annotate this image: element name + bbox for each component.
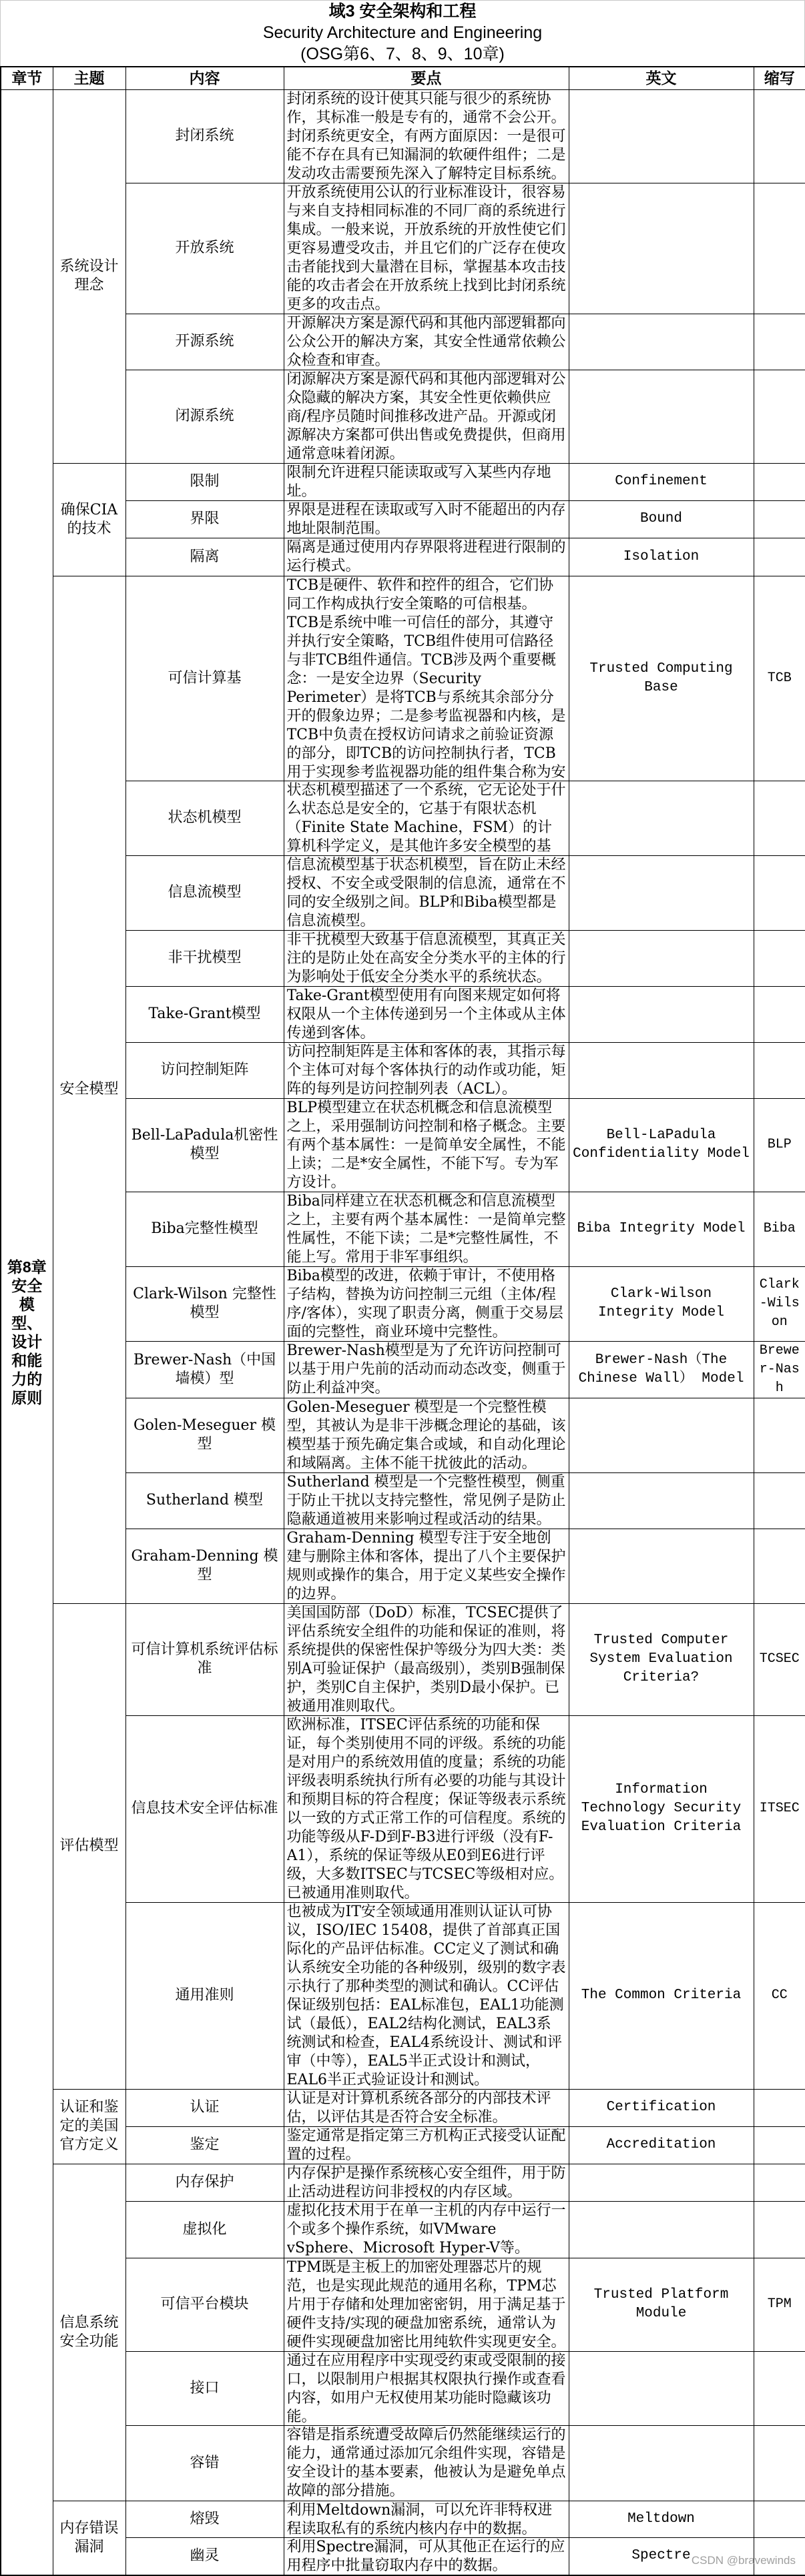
key-point-cell [284, 1472, 569, 1529]
key-point-cell [284, 2425, 569, 2501]
key-point-text: Golen-Meseguer 模型是一个完整性模型，其被认为是非干涉概念理论的基础，该模型基于预先确定集合或域，和自动化理论和域隔离。主体不能干扰彼此的活动。 [286, 1398, 566, 1472]
abbreviation-cell [754, 2089, 805, 2126]
english-cell [569, 1042, 754, 1098]
key-point-text: 限制允许进程只能读取或写入某些内存地址。 [286, 464, 551, 500]
key-point-cell [284, 2126, 569, 2164]
abbreviation-cell: Biba [754, 1192, 805, 1266]
content-cell: Bell-LaPadula机密性模型 [125, 1098, 284, 1192]
english-cell [569, 2201, 754, 2258]
title-chapters: (OSG第6、7、8、9、10章) [300, 45, 505, 63]
abbreviation-cell [754, 2501, 805, 2537]
english-cell [569, 2164, 754, 2201]
key-point-text: TPM既是主板上的加密处理器芯片的规范，也是实现此规范的通用名称，TPM芯片用于存储和处理加密密钥，用于满足基于硬件支持/实现的硬盘加密系统，通常认为硬件实现硬盘加密比用纯软件实现更安全。 [286, 2258, 566, 2350]
key-point-cell [284, 576, 569, 781]
header-english: 英文 [569, 67, 754, 89]
key-point-text: 认证是对计算机系统各部分的内部技术评估，以评估其是否符合安全标准。 [286, 2090, 551, 2126]
key-point-cell [284, 1042, 569, 1098]
abbreviation-cell: BLP [754, 1098, 805, 1192]
abbreviation-cell [754, 89, 805, 183]
table-row [1, 89, 805, 183]
key-point-cell [284, 2258, 569, 2351]
abbreviation-cell [754, 2351, 805, 2425]
key-point-cell [284, 500, 569, 538]
topic-cell: 内存错误漏洞 [53, 2501, 125, 2575]
abbreviation-cell: CC [754, 1902, 805, 2089]
abbreviation-cell: Clark-Wilson [754, 1266, 805, 1341]
key-point-text: 界限是进程在读取或写入时不能超出的内存地址限制范围。 [286, 501, 566, 537]
key-point-cell [284, 1398, 569, 1472]
key-point-cell [284, 1603, 569, 1715]
content-cell: 非干扰模型 [125, 930, 284, 986]
content-cell: 闭源系统 [125, 370, 284, 463]
table-row [1, 2089, 805, 2126]
watermark: CSDN @bravewinds [691, 2554, 796, 2567]
abbreviation-cell [754, 463, 805, 500]
key-point-text: 封闭系统的设计使其只能与很少的系统协作，其标准一般是专有的，通常不会公开。封闭系统更安全，有两方面原因：一是很可能不存在具有已知漏洞的软硬件组件；二是发动攻击需要预先深入了解特定目标系统。 [286, 90, 566, 182]
english-cell: Trusted Computing Base [569, 576, 754, 781]
topic-cell: 认证和鉴定的美国官方定义 [53, 2089, 125, 2164]
key-point-text: 非干扰模型大致基于信息流模型，其真正关注的是防止处在高安全分类水平的主体的行为影响处于低安全分类水平的系统状态。 [286, 931, 566, 985]
key-point-cell [284, 781, 569, 855]
english-cell [569, 1529, 754, 1603]
abbreviation-cell [754, 314, 805, 370]
header-content: 内容 [125, 67, 284, 89]
key-point-text: 利用Spectre漏洞，可从其他正在运行的应用程序中批量窃取内存中的数据。 [286, 2538, 565, 2574]
key-point-text: 也被成为IT安全领域通用准则认证认可协议，ISO/IEC 15408，提供了首部真正国际化的产品评估标准。CC定义了测试和确认系统安全功能的各种级别，级别的数字表示执行了那种类型的测试和确认。CC评估保证级别包括：EAL标准包，EAL1功能测试（最低），EAL2结构化测试，EAL3系统测试和检查，EAL4系统设计、测试和评审（中等），EAL5半正式设计和测试，EAL6半正式验证设计和测试。 [286, 1903, 566, 2088]
english-cell: Trusted Computer System Evaluation Criteria? [569, 1603, 754, 1715]
key-point-text: 鉴定通常是指定第三方机构正式接受认证配置的过程。 [286, 2127, 566, 2163]
english-cell [569, 2425, 754, 2501]
abbreviation-cell [754, 781, 805, 855]
content-cell: 限制 [125, 463, 284, 500]
title-en: Security Architecture and Engineering [262, 23, 543, 42]
english-cell [569, 1472, 754, 1529]
key-point-text: TCB是硬件、软件和控件的组合，它们协同工作构成执行安全策略的可信根基。TCB是系统中唯一可信任的部分，其遵守并执行安全策略，TCB组件使用可信路径与非TCB组件通信。TCB涉及两个重要概念：一是安全边界（Security Perimeter）是将TCB与系统其余部分分开的假象边界；二是参考监视器和内核，是TCB中负责在授权访问请求之前验证资源的部分，即TCB的访问控制执行者，TCB用于实现参考监视器功能的组件集合称为安 [286, 576, 566, 781]
abbreviation-cell [754, 538, 805, 576]
key-point-cell [284, 314, 569, 370]
english-cell: Biba Integrity Model [569, 1192, 754, 1266]
key-point-cell [284, 1341, 569, 1398]
content-cell: 幽灵 [125, 2537, 284, 2575]
key-point-text: 开放系统使用公认的行业标准设计，很容易与来自支持相同标准的不同厂商的系统进行集成。一般来说，开放系统的开放性使它们更容易遭受攻击，并且它们的广泛存在使攻击者能找到大量潜在目标，掌握基本攻击技能的攻击者会在开放系统上找到比封闭系统更多的攻击点。 [286, 183, 566, 313]
content-cell: 容错 [125, 2425, 284, 2501]
english-cell: Meltdown [569, 2501, 754, 2537]
content-cell: 信息流模型 [125, 855, 284, 930]
content-cell: 鉴定 [125, 2126, 284, 2164]
english-cell: Bound [569, 500, 754, 538]
abbreviation-cell: ITSEC [754, 1715, 805, 1902]
document-title [0, 0, 805, 67]
key-point-cell [284, 2351, 569, 2425]
abbreviation-cell: TCB [754, 576, 805, 781]
title-cn: 域3 安全架构和工程 [328, 2, 477, 21]
key-point-cell [284, 1266, 569, 1341]
chapter-cell: 第8章安全模型、设计和能力的原则 [1, 89, 53, 2575]
header-abbreviation: 缩写 [754, 67, 805, 89]
topic-cell: 信息系统安全功能 [53, 2164, 125, 2501]
key-point-cell [284, 855, 569, 930]
key-point-text: 开源解决方案是源代码和其他内部逻辑都向公众公开的解决方案，其安全性通常依赖公众检查和审查。 [286, 314, 566, 369]
content-cell: 内存保护 [125, 2164, 284, 2201]
table-row [1, 2164, 805, 2201]
topic-cell: 确保CIA的技术 [53, 463, 125, 576]
table-row [1, 576, 805, 781]
abbreviation-cell [754, 2425, 805, 2501]
abbreviation-cell [754, 2201, 805, 2258]
content-cell: Graham-Denning 模型 [125, 1529, 284, 1603]
key-point-text: Take-Grant模型使用有向图来规定如何将权限从一个主体传递到另一个主体或从主体传递到客体。 [286, 987, 566, 1041]
header-row [1, 67, 805, 89]
content-cell: Clark-Wilson 完整性模型 [125, 1266, 284, 1341]
key-point-text: 隔离是通过使用内存界限将进程进行限制的运行模式。 [286, 538, 566, 574]
english-cell: Trusted Platform Module [569, 2258, 754, 2351]
content-cell: 可信平台模块 [125, 2258, 284, 2351]
english-cell [569, 930, 754, 986]
english-cell [569, 1398, 754, 1472]
content-cell: 封闭系统 [125, 89, 284, 183]
content-cell: Sutherland 模型 [125, 1472, 284, 1529]
abbreviation-cell [754, 1529, 805, 1603]
key-point-text: Biba模型的改进，依赖于审计，不使用格子结构，替换为访问控制三元组（主体/程序/客体），实现了职责分离，侧重于交易层面的完整性，商业环境中完整性。 [286, 1267, 563, 1340]
key-point-cell [284, 1192, 569, 1266]
table-row [1, 2501, 805, 2537]
key-point-cell [284, 2201, 569, 2258]
content-cell: Take-Grant模型 [125, 986, 284, 1042]
abbreviation-cell [754, 1398, 805, 1472]
english-cell: Brewer-Nash（The Chinese Wall） Model [569, 1341, 754, 1398]
content-cell: 状态机模型 [125, 781, 284, 855]
english-cell: Clark-Wilson Integrity Model [569, 1266, 754, 1341]
content-cell: 虚拟化 [125, 2201, 284, 2258]
header-topic: 主题 [53, 67, 125, 89]
key-point-cell [284, 370, 569, 463]
key-point-text: 信息流模型基于状态机模型，旨在防止未经授权、不安全或受限制的信息流，通常在不同的安全级别之间。BLP和Biba模型都是信息流模型。 [286, 856, 566, 929]
key-point-cell [284, 986, 569, 1042]
key-point-cell [284, 2164, 569, 2201]
abbreviation-cell [754, 183, 805, 314]
content-cell: 接口 [125, 2351, 284, 2425]
abbreviation-cell [754, 986, 805, 1042]
english-cell: Isolation [569, 538, 754, 576]
key-point-cell [284, 1902, 569, 2089]
abbreviation-cell [754, 370, 805, 463]
key-point-text: 访问控制矩阵是主体和客体的表，其指示每个主体可对每个客体执行的动作或功能，矩阵的每列是访问控制列表（ACL）。 [286, 1043, 566, 1098]
abbreviation-cell [754, 1472, 805, 1529]
key-point-text: 虚拟化技术用于在单一主机的内存中运行一个或多个操作系统，如VMware vSphere、Microsoft Hyper-V等。 [286, 2202, 566, 2256]
abbreviation-cell [754, 930, 805, 986]
content-cell: 开放系统 [125, 183, 284, 314]
content-cell: 信息技术安全评估标准 [125, 1715, 284, 1902]
key-point-cell [284, 1715, 569, 1902]
key-point-cell [284, 2089, 569, 2126]
abbreviation-cell [754, 855, 805, 930]
key-point-cell [284, 1529, 569, 1603]
abbreviation-cell: TCSEC [754, 1603, 805, 1715]
key-point-cell [284, 930, 569, 986]
summary-table [0, 66, 805, 2576]
table-row [1, 463, 805, 500]
english-cell: Bell-LaPadula Confidentiality Model [569, 1098, 754, 1192]
topic-cell: 安全模型 [53, 576, 125, 1603]
english-cell [569, 986, 754, 1042]
key-point-cell [284, 538, 569, 576]
key-point-text: 闭源解决方案是源代码和其他内部逻辑对公众隐藏的解决方案，其安全性更依赖供应商/程序员随时间推移改进产品。开源或闭源解决方案都可供出售或免费提供，但商用通常意味着闭源。 [286, 370, 566, 462]
english-cell: Spectre [569, 2537, 754, 2575]
english-cell [569, 89, 754, 183]
key-point-text: BLP模型建立在状态机概念和信息流模型之上，采用强制访问控制和格子概念。主要有两个基本属性：一是简单安全属性，不能上读；二是*安全属性，不能下写。专为军方设计。 [286, 1099, 566, 1191]
content-cell: 认证 [125, 2089, 284, 2126]
key-point-text: 利用Meltdown漏洞，可以允许非特权进程读取私有的系统内核内存中的数据。 [286, 2501, 553, 2537]
key-point-text: 状态机模型描述了一个系统，它无论处于什么状态总是安全的，它基于有限状态机（Finite State Machine，FSM）的计算机科学定义，是其他许多安全模型的基 [286, 781, 566, 855]
content-cell: Brewer-Nash（中国墙模）型 [125, 1341, 284, 1398]
english-cell: Information Technology Security Evaluation Criteria [569, 1715, 754, 1902]
content-cell: Golen-Meseguer 模型 [125, 1398, 284, 1472]
abbreviation-cell [754, 1042, 805, 1098]
key-point-text: 通过在应用程序中实现受约束或受限制的接口，以限制用户根据其权限执行操作或查看内容，如用户无权使用某功能时隐藏该功能。 [286, 2352, 566, 2425]
content-cell: Biba完整性模型 [125, 1192, 284, 1266]
english-cell [569, 183, 754, 314]
english-cell: Confinement [569, 463, 754, 500]
table-row [1, 1603, 805, 1715]
key-point-cell [284, 463, 569, 500]
content-cell: 访问控制矩阵 [125, 1042, 284, 1098]
key-point-cell [284, 1098, 569, 1192]
key-point-cell [284, 89, 569, 183]
abbreviation-cell: TPM [754, 2258, 805, 2351]
content-cell: 可信计算基 [125, 576, 284, 781]
content-cell: 隔离 [125, 538, 284, 576]
key-point-text: Sutherland 模型是一个完整性模型，侧重于防止干扰以支持完整性，常见例子是防止隐蔽通道被用来影响过程或活动的结果。 [286, 1473, 566, 1528]
topic-cell: 系统设计理念 [53, 89, 125, 463]
key-point-text: 内存保护是操作系统核心安全组件，用于防止活动进程访问非授权的内存区域。 [286, 2164, 566, 2200]
key-point-text: 欧洲标准，ITSEC评估系统的功能和保证，每个类别使用不同的评级。系统的功能是对用户的系统效用值的度量；系统的功能评级表明系统执行所有必要的功能与其设计和预期目标的符合程度；保证等级表示系统以一致的方式正常工作的可信程度。系统的功能等级从F-D到F-B3进行评级（没有F-A1），系统的保证等级从E0到E6进行评级，大多数ITSEC与TCSEC等级相对应。已被通用准则取代。 [286, 1716, 566, 1901]
key-point-text: Graham-Denning 模型专注于安全地创建与删除主体和客体，提出了八个主要保护规则或操作的集合，用于定义某些安全操作的边界。 [286, 1529, 566, 1603]
english-cell [569, 781, 754, 855]
key-point-cell [284, 183, 569, 314]
topic-cell: 评估模型 [53, 1603, 125, 2089]
english-cell [569, 314, 754, 370]
abbreviation-cell [754, 500, 805, 538]
key-point-cell [284, 2501, 569, 2537]
abbreviation-cell: Brewer-Nash [754, 1341, 805, 1398]
key-point-text: Brewer-Nash模型是为了允许访问控制可以基于用户先前的活动而动态改变，侧重于防止利益冲突。 [286, 1342, 566, 1396]
english-cell [569, 855, 754, 930]
key-point-text: 美国国防部（DoD）标准，TCSEC提供了评估系统安全组件的功能和保证的准则，将系统提供的保密性保护等级分为四大类：类别A可验证保护（最高级别），类别B强制保护，类别C自主保护，类别D最小保护。已被通用准则取代。 [286, 1604, 566, 1715]
content-cell: 开源系统 [125, 314, 284, 370]
english-cell [569, 370, 754, 463]
key-point-text: Biba同样建立在状态机概念和信息流模型之上，主要有两个基本属性：一是简单完整性属性，不能下读；二是*完整性属性，不能上写。常用于非军事组织。 [286, 1192, 566, 1266]
key-point-text: 容错是指系统遭受故障后仍然能继续运行的能力，通常通过添加冗余组件实现，容错是安全设计的基本要素，他被认为是避免单点故障的部分措施。 [286, 2426, 566, 2499]
content-cell: 可信计算机系统评估标准 [125, 1603, 284, 1715]
key-point-cell [284, 2537, 569, 2575]
content-cell: 熔毁 [125, 2501, 284, 2537]
abbreviation-cell [754, 2126, 805, 2164]
english-cell: Accreditation [569, 2126, 754, 2164]
english-cell: Certification [569, 2089, 754, 2126]
content-cell: 界限 [125, 500, 284, 538]
abbreviation-cell [754, 2164, 805, 2201]
header-chapter: 章节 [1, 67, 53, 89]
english-cell [569, 2351, 754, 2425]
content-cell: 通用准则 [125, 1902, 284, 2089]
english-cell: The Common Criteria [569, 1902, 754, 2089]
header-key-points: 要点 [284, 67, 569, 89]
